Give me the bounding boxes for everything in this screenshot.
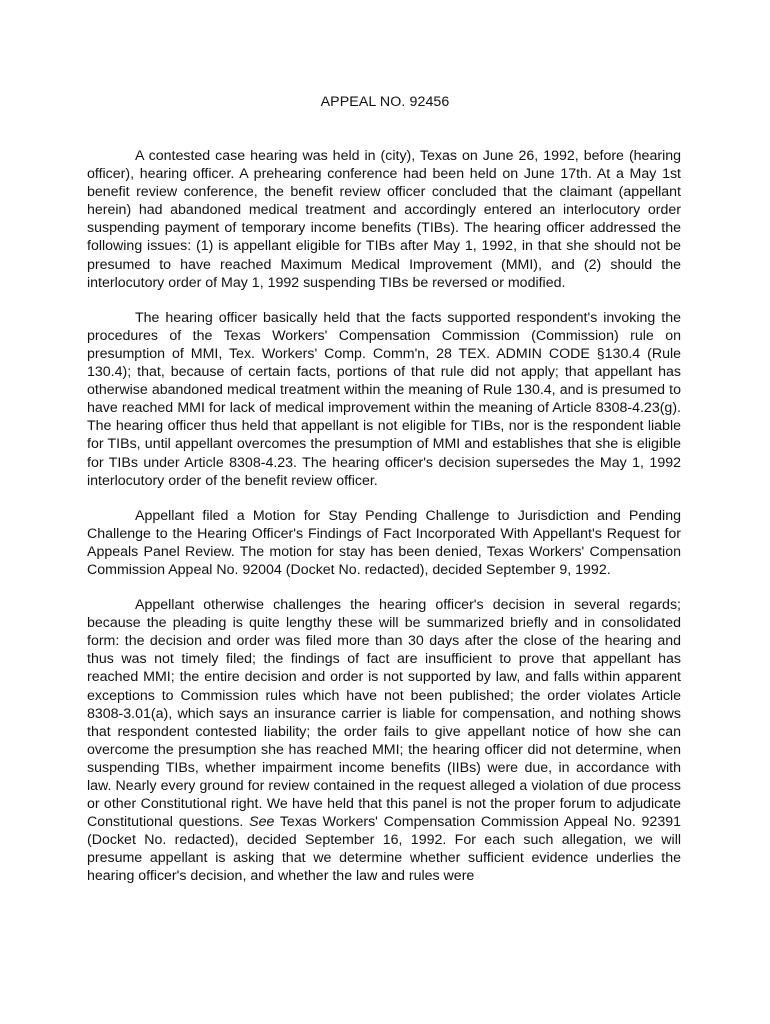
paragraph-4-text-before: Appellant otherwise challenges the hearing officer's decision in several regards; because the pleading is quite lengthy these will be summarized briefly and in consolidated form: the decision and order was filed more than 30 days after the close of the hearing and thus was not timely filed; the findings of fact are insufficient to prove that appellant has reached MMI; the entire decision and order is not supported by law, and falls within apparent exceptions to Commission rules which have not been published; the order violates Article 8308-3.01(a), which says an insurance carrier is liable for compensation, and nothing shows that respondent contested liability; the order fails to give appellant notice of how she can overcome the presumption she has reached MMI; the hearing officer did not determine, when suspending TIBs, whether impairment income benefits (IIBs) were due, in accordance with law. Nearly every ground for review contained in the request alleged a violation of due process or other Constitutional right. We have held that this panel is not the proper forum to adjudicate Constitutional questions.: [87, 597, 681, 831]
paragraph-4-citation-signal: See: [249, 814, 275, 831]
page-title: APPEAL NO. 92456: [320, 94, 450, 110]
paragraph-3: Appellant filed a Motion for Stay Pending Challenge to Jurisdiction and Pending Challenge to the Hearing Officer's Findings of Fact Incorporated With Appellant's Request for Appeals Panel Review. The motion for stay has been denied, Texas Workers' Compensation Commission Appeal No. 92004 (Docket No. redacted), decided September 9, 1992.: [87, 507, 681, 578]
document-body: [87, 147, 681, 903]
paragraph-2: The hearing officer basically held that the facts supported respondent's invoking the procedures of the Texas Workers' Compensation Commission (Commission) rule on presumption of MMI, Tex. Workers' Comp. Comm'n, 28 TEX. ADMIN CODE §130.4 (Rule 130.4); that, because of certain facts, portions of that rule did not apply; that appellant has otherwise abandoned medical treatment within the meaning of Rule 130.4, and is presumed to have reached MMI for lack of medical improvement within the meaning of Article 8308-4.23(g). The hearing officer thus held that appellant is not eligible for TIBs, nor is the respondent liable for TIBs, until appellant overcomes the presumption of MMI and establishes that she is eligible for TIBs under Article 8308-4.23. The hearing officer's decision supersedes the May 1, 1992 interlocutory order of the benefit review officer.: [87, 309, 681, 489]
paragraph-4-text-after: Texas Workers' Compensation Commission Appeal No. 92391 (Docket No. redacted), decided September 16, 1992. For each such allegation, we will presume appellant is asking that we determine whether sufficient evidence underlies the hearing officer's decision, and whether the law and rules were: [87, 814, 681, 885]
paragraph-1: A contested case hearing was held in (city), Texas on June 26, 1992, before (hearing officer), hearing officer. A prehearing conference had been held on June 17th. At a May 1st benefit review conference, the benefit review officer concluded that the claimant (appellant herein) had abandoned medical treatment and accordingly entered an interlocutory order suspending payment of temporary income benefits (TIBs). The hearing officer addressed the following issues: (1) is appellant eligible for TIBs after May 1, 1992, in that she should not be presumed to have reached Maximum Medical Improvement (MMI), and (2) should the interlocutory order of May 1, 1992 suspending TIBs be reversed or modified.: [87, 148, 681, 291]
paragraph-4: [87, 596, 681, 886]
